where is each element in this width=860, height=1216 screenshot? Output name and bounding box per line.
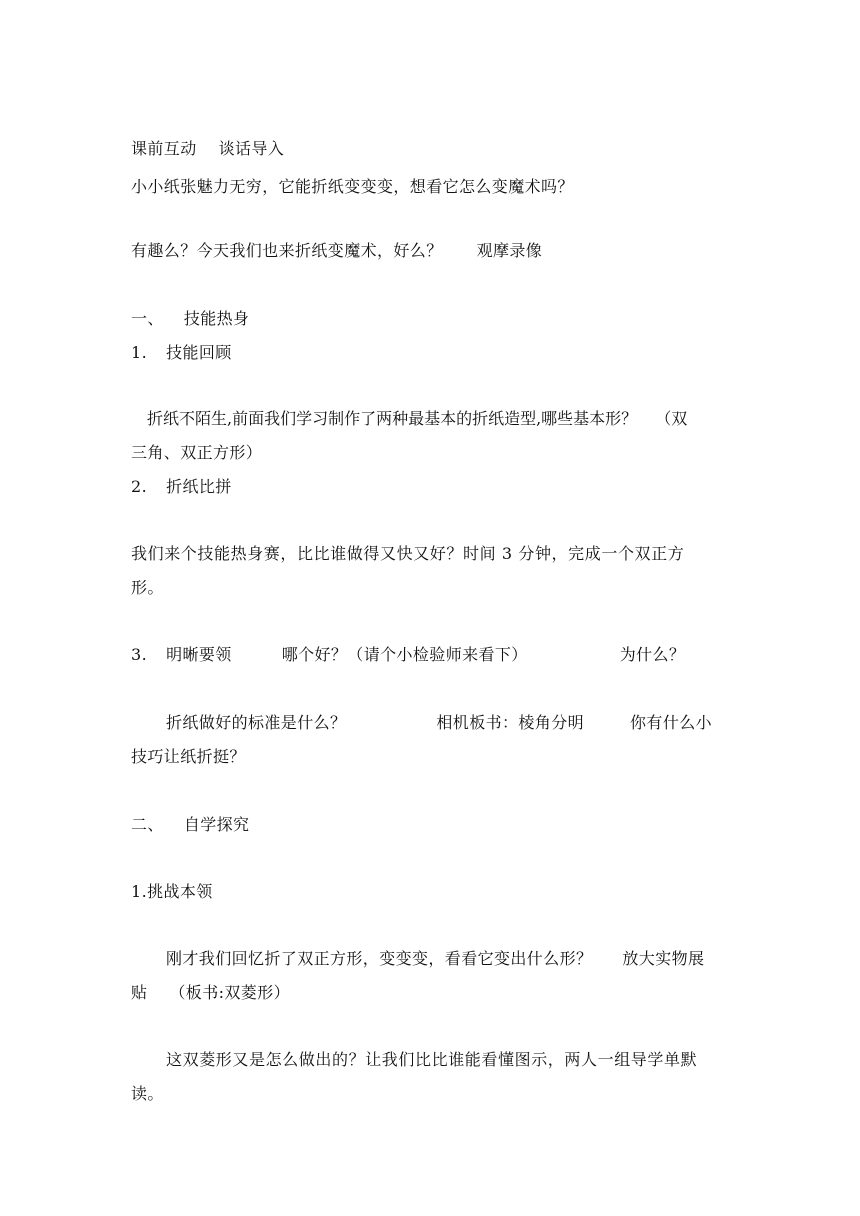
section2-item1-para1-l2a: 贴	[131, 983, 148, 1002]
intro-heading-a: 课前互动	[131, 139, 197, 158]
section2-item1-para1-line2	[131, 983, 290, 1003]
section1-item1-heading	[131, 343, 232, 363]
section1-item1-title: 技能回顾	[166, 343, 232, 362]
section1-item3-para-c: 你有什么小	[630, 713, 713, 732]
section1-item3-para-line1	[166, 713, 712, 733]
section1-item2-num: 2.	[131, 477, 148, 496]
intro-line-1: 小小纸张魅力无穷，它能折纸变变变，想看它怎么变魔术吗？	[131, 177, 574, 196]
section1-item2-para-line1: 我们来个技能热身赛，比比谁做得又快又好？时间 3 分钟，完成一个双正方	[131, 544, 685, 563]
section2-item1-para2-line2: 读。	[131, 1084, 164, 1103]
section1-item3-para-line2: 技巧让纸折挺？	[131, 747, 246, 766]
intro-heading-b: 谈话导入	[218, 139, 285, 158]
section2-item1-para1-l1: 刚才我们回忆折了双正方形，变变变，看看它变出什么形？	[166, 949, 593, 968]
section1-num: 一、	[131, 309, 164, 328]
section2-num: 二、	[131, 815, 164, 834]
section2-item1-para1-l2b: （板书:双菱形）	[169, 983, 290, 1002]
section2-item1-para1-line1	[166, 949, 704, 969]
section1-item3-para-b: 相机板书：棱角分明	[436, 713, 585, 732]
section1-heading	[131, 309, 249, 329]
section1-item3-num: 3.	[131, 645, 148, 664]
section1-item1-para-l1: 折纸不陌生,前面我们学习制作了两种最基本的折纸造型,哪些基本形？	[147, 409, 638, 428]
intro-line-2-text: 有趣么？今天我们也来折纸变魔术，好么？	[131, 241, 443, 260]
section1-title: 技能热身	[183, 309, 250, 328]
section1-item2-title: 折纸比拼	[166, 477, 232, 496]
section1-item1-para-line1	[147, 409, 687, 429]
section1-item1-para-l1-tail: （双	[655, 409, 688, 428]
intro-line-2	[131, 241, 542, 261]
intro-heading	[131, 139, 284, 159]
section2-item1-para2-line1: 这双菱形又是怎么做出的？让我们比比谁能看懂图示，两人一组导学单默	[166, 1050, 698, 1069]
intro-line-2-note: 观摩录像	[476, 241, 543, 260]
section1-item1-num: 1.	[131, 343, 148, 362]
section1-item1-para-line2: 三角、双正方形）	[131, 443, 263, 462]
section2-item1-para1-l1-tail: 放大实物展	[622, 949, 705, 968]
section1-item3-para-a: 折纸做好的标准是什么？	[166, 713, 347, 732]
section1-item3-heading	[131, 645, 685, 665]
section1-item3-q1: 哪个好？（请个小检验师来看下）	[281, 645, 528, 664]
section1-item2-heading	[131, 477, 232, 497]
section2-item1-heading: 1.挑战本领	[131, 882, 213, 901]
section1-item3-q2: 为什么？	[619, 645, 686, 664]
section2-heading	[131, 815, 249, 835]
section1-item3-title: 明晰要领	[166, 645, 232, 664]
section1-item2-para-line2: 形。	[131, 578, 164, 597]
section2-title: 自学探究	[183, 815, 250, 834]
